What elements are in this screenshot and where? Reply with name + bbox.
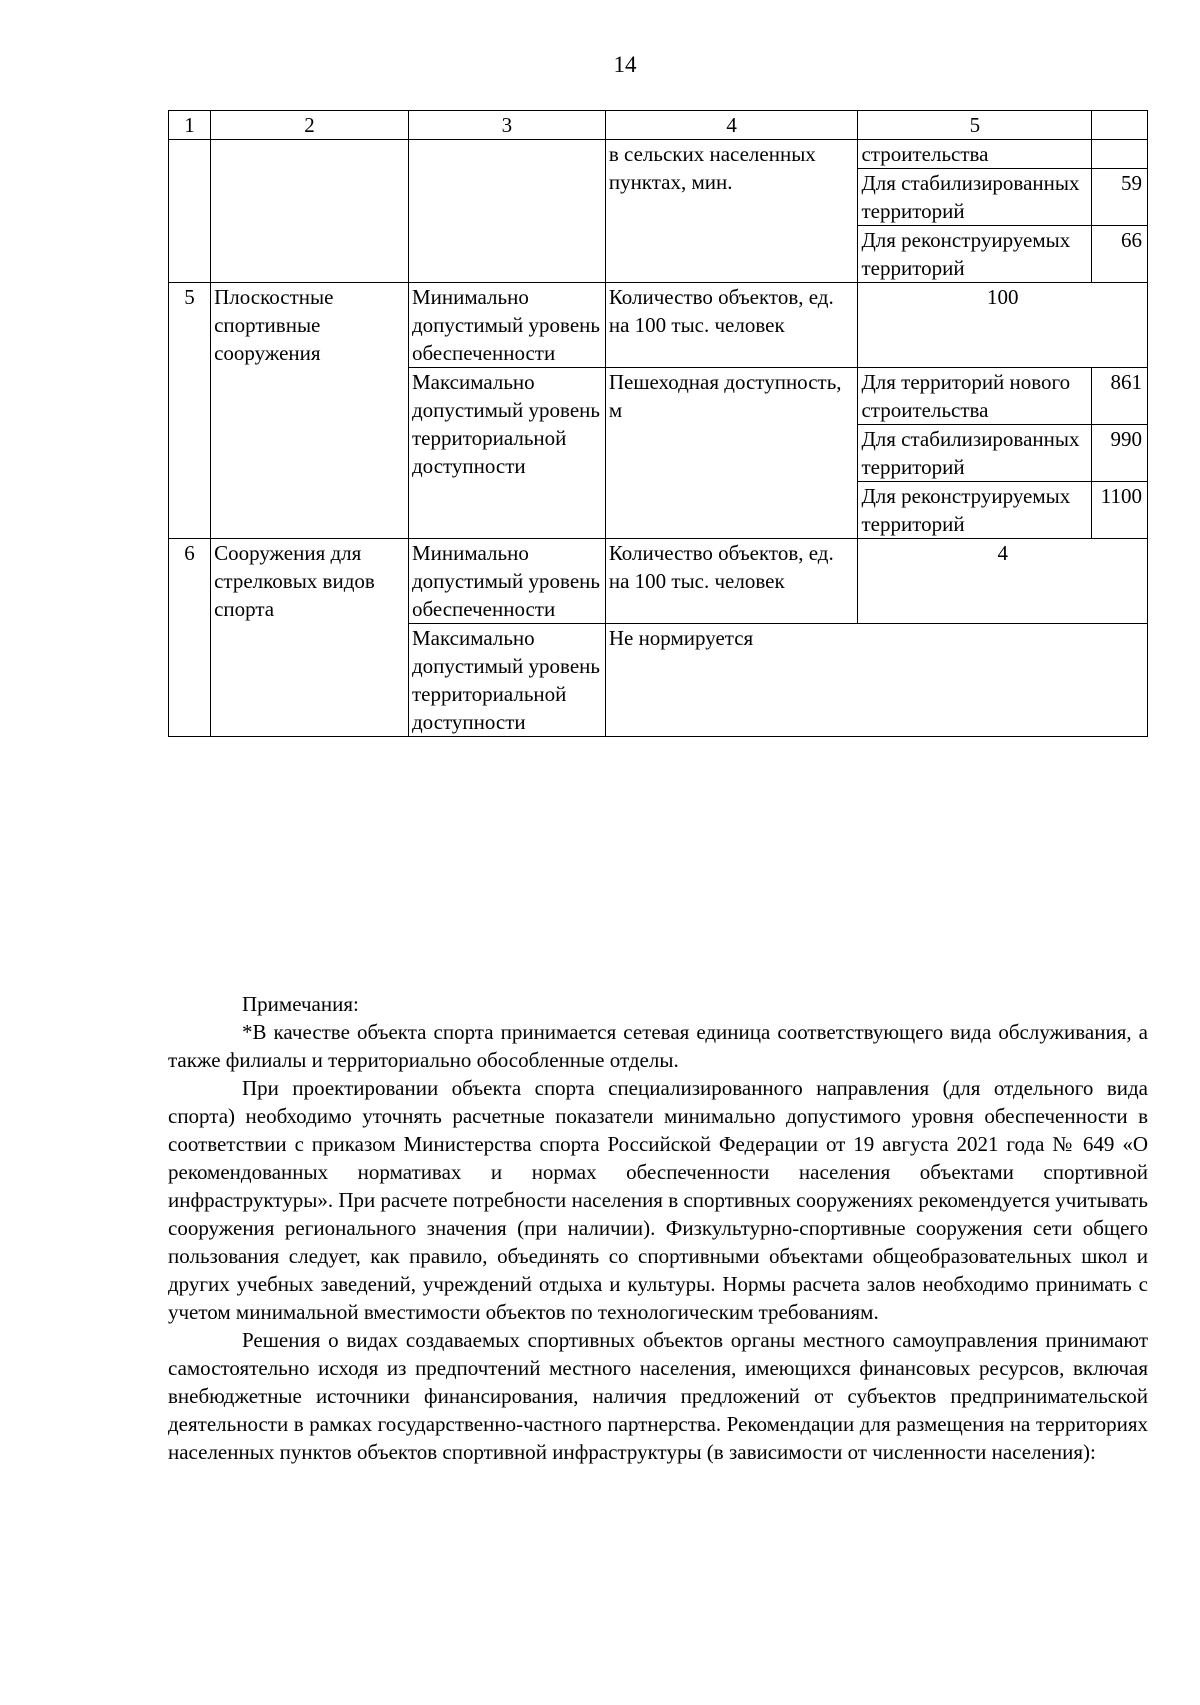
row5-min-label: Минимально допустимый уровень обеспеченности (408, 283, 605, 368)
header-col-2: 2 (211, 111, 409, 140)
row5-new-value: 861 (1092, 368, 1148, 425)
cont-name-cell (211, 140, 409, 283)
table-row (169, 140, 1148, 169)
header-col-3: 3 (408, 111, 605, 140)
row6-max-label: Максимально допустимый уровень территориальной доступности (408, 624, 605, 737)
table-header-row (169, 111, 1148, 140)
row5-stabilized-label: Для стабилизированных территорий (858, 425, 1092, 482)
notes-paragraph-3: Решения о видах создаваемых спортивных объектов органы местного самоуправления принимают самостоятельно исходя из предпочтений местного населения, имеющихся финансовых ресурсов, включая внебюджетные источники финансирования, наличия предложений от субъектов предпринимательской деятельности в рамках государственно-частного партнерства. Рекомендации для размещения на территориях населенных пунктов объектов спортивной инфраструктуры (в зависимости от численности населения): (168, 1328, 1148, 1464)
row5-name: Плоскостные спортивные сооружения (211, 283, 409, 539)
cont-stabilized-label: Для стабилизированных территорий (858, 169, 1092, 226)
notes-heading: Примечания: (242, 992, 359, 1016)
row6-max-text: Не нормируется (605, 624, 1147, 737)
notes-paragraph-1: *В качестве объекта спорта принимается сетевая единица соответствующего вида обслуживания, а также филиалы и территориально обособленные отделы. (168, 1020, 1148, 1072)
row6-num: 6 (169, 539, 211, 737)
page-number: 14 (613, 52, 637, 77)
header-col-5: 5 (858, 111, 1092, 140)
cont-label-cell: строительства (858, 140, 1092, 169)
row5-reconstructed-value: 1100 (1092, 482, 1148, 539)
row5-reconstructed-label: Для реконструируемых территорий (858, 482, 1092, 539)
cont-value-cell (1092, 140, 1148, 169)
header-col-1: 1 (169, 111, 211, 140)
row5-min-value: 100 (858, 283, 1148, 368)
cont-indicator-cell (408, 140, 605, 283)
row5-new-label: Для территорий нового строительства (858, 368, 1092, 425)
row5-max-unit: Пешеходная доступность, м (605, 368, 858, 539)
row6-min-unit: Количество объектов, ед. на 100 тыс. человек (605, 539, 858, 624)
row5-stabilized-value: 990 (1092, 425, 1148, 482)
cont-reconstructed-label: Для реконструируемых территорий (858, 226, 1092, 283)
notes-paragraph-2: При проектировании объекта спорта специализированного направления (для отдельного вида спорта) необходимо уточнять расчетные показатели минимально допустимого уровня обеспеченности в соответствии с приказом Министерства спорта Российской Федерации от 19 августа 2021 года № 649 «О рекомендованных нормативах и нормах обеспеченности населения объектами спортивной инфраструктуры». При расчете потребности населения в спортивных сооружениях рекомендуется учитывать сооружения регионального значения (при наличии). Физкультурно-спортивные сооружения сети общего пользования следует, как правило, объединять со спортивными объектами общеобразовательных школ и других учебных заведений, учреждений отдыха и культуры. Нормы расчета залов необходимо принимать с учетом минимальной вместимости объектов по технологическим требованиям. (168, 1076, 1148, 1324)
row6-name: Сооружения для стрелковых видов спорта (211, 539, 409, 737)
row6-min-label: Минимально допустимый уровень обеспеченности (408, 539, 605, 624)
norms-table (168, 110, 1148, 737)
cont-num-cell (169, 140, 211, 283)
table-row (169, 539, 1148, 624)
row5-max-label: Максимально допустимый уровень территориальной доступности (408, 368, 605, 539)
header-col-4: 4 (605, 111, 858, 140)
row5-num: 5 (169, 283, 211, 539)
cont-reconstructed-value: 66 (1092, 226, 1148, 283)
cont-stabilized-value: 59 (1092, 169, 1148, 226)
table-row (169, 283, 1148, 368)
cont-unit-cell: в сельских населенных пунктах, мин. (605, 140, 858, 283)
row5-min-unit: Количество объектов, ед. на 100 тыс. человек (605, 283, 858, 368)
header-col-empty (1092, 111, 1148, 140)
notes-section (168, 990, 1148, 1466)
row6-min-value: 4 (858, 539, 1148, 624)
